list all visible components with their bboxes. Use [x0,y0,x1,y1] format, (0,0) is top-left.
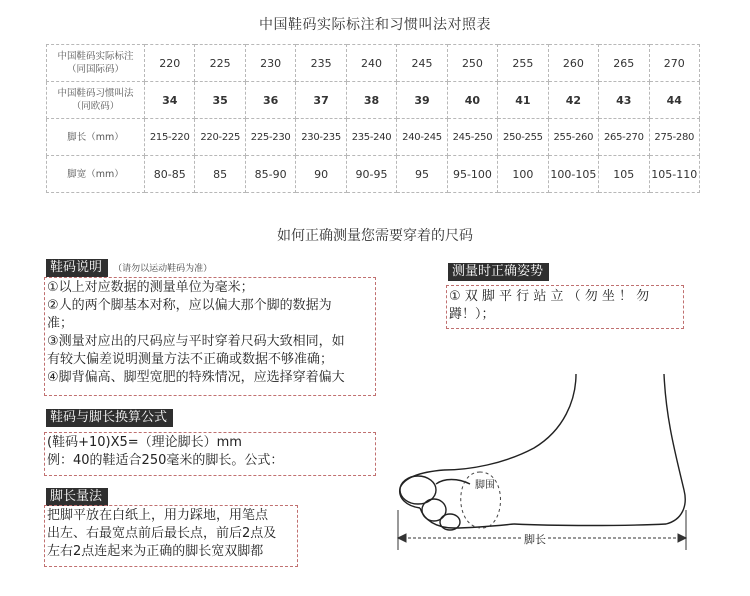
row-header [47,82,145,119]
formula-heading-row [46,406,173,427]
table-row [47,119,700,156]
formula-box [44,432,376,476]
row-header-line-2: （同欧码） [71,101,120,112]
table-cell: 240-245 [397,119,447,156]
table-cell: 105-110 [649,156,699,193]
table-cell: 35 [195,82,245,119]
girth-label: 脚围 [475,480,495,491]
table-cell: 40 [447,82,497,119]
row-header-line-1: 脚长（mm） [67,131,124,143]
shoe-size-heading: 鞋码说明 [46,259,108,277]
table-cell: 230-235 [296,119,346,156]
foot-measure-line: 把脚平放在白纸上，用力踩地，用笔点 [47,508,269,523]
posture-line-2: 蹲！）； [449,307,495,322]
foot-measure-heading: 脚长量法 [46,488,108,506]
table-cell: 275-280 [649,119,699,156]
posture-line-1: ① 双 脚 平 行 站 立 （ 勿 坐 ！ 勿 [449,289,650,304]
table-cell: 39 [397,82,447,119]
shoe-size-line: ④脚背偏高、脚型宽肥的特殊情况，应选择穿着偏大 [47,370,345,385]
table-cell: 230 [245,45,295,82]
table-cell: 215-220 [145,119,195,156]
posture-box [446,285,684,329]
table-cell: 90-95 [346,156,396,193]
table-cell: 36 [245,82,295,119]
formula-heading: 鞋码与脚长换算公式 [46,409,173,427]
table-cell: 95-100 [447,156,497,193]
table-cell: 255 [498,45,548,82]
foot-measure-box [44,505,298,567]
table-row [47,82,700,119]
table-cell: 240 [346,45,396,82]
table-cell: 255-260 [548,119,598,156]
table-cell: 41 [498,82,548,119]
foot-diagram [384,360,704,570]
formula-line-2: 例：40的鞋适合250毫米的脚长。公式： [47,453,284,468]
foot-measure-lines [45,506,297,561]
table-cell: 42 [548,82,598,119]
row-header-line-2: （同国际码） [66,64,124,75]
posture-heading: 测量时正确姿势 [448,263,549,281]
table-cell: 95 [397,156,447,193]
foot-outline [400,374,686,530]
size-table [46,44,700,193]
table-cell: 38 [346,82,396,119]
posture-heading-row [448,260,549,281]
table-cell: 245-250 [447,119,497,156]
foot-measure-line: 出左、右最宽点前后最长点，前后2点及 [47,526,277,541]
table-cell: 235 [296,45,346,82]
table-cell: 80-85 [145,156,195,193]
table-cell: 90 [296,156,346,193]
table-cell: 43 [599,82,649,119]
table-row [47,156,700,193]
table-cell: 100 [498,156,548,193]
table-cell: 225 [195,45,245,82]
table-cell: 235-240 [346,119,396,156]
row-header [47,156,145,193]
row-header-line-1: 脚宽（mm） [67,168,124,180]
shoe-size-line: 准； [47,316,74,331]
table-cell: 85-90 [245,156,295,193]
shoe-size-line: ②人的两个脚基本对称，应以偏大那个脚的数据为 [47,298,332,313]
table-cell: 265 [599,45,649,82]
table-cell: 265-270 [599,119,649,156]
table-cell: 100-105 [548,156,598,193]
row-header [47,119,145,156]
section-subtitle: 如何正确测量您需要穿着的尺码 [277,228,473,244]
shoe-size-note: （请勿以运动鞋码为准） [113,264,213,274]
table-cell: 105 [599,156,649,193]
shoe-size-heading-row [46,256,212,277]
shoe-size-line: 有较大偏差说明测量方法不正确或数据不够准确； [47,352,334,367]
table-cell: 34 [145,82,195,119]
table-cell: 260 [548,45,598,82]
shoe-size-line: ③测量对应出的尺码应与平时穿着尺码大致相同，如 [47,334,345,349]
shoe-size-line: ①以上对应数据的测量单位为毫米； [47,280,254,295]
table-cell: 245 [397,45,447,82]
row-header-line-1: 中国鞋码实际标注 [57,51,134,62]
table-cell: 270 [649,45,699,82]
shoe-size-box [44,277,376,396]
page-title: 中国鞋码实际标注和习惯叫法对照表 [259,17,491,33]
foot-measure-line: 左右2点连起来为正确的脚长宽双脚都 [47,544,264,559]
table-cell: 250-255 [498,119,548,156]
table-cell: 225-230 [245,119,295,156]
row-header-line-1: 中国鞋码习惯叫法 [57,88,134,99]
table-cell: 220 [145,45,195,82]
table-cell: 220-225 [195,119,245,156]
row-header [47,45,145,82]
table-cell: 250 [447,45,497,82]
table-cell: 37 [296,82,346,119]
length-label: 脚长 [524,533,546,546]
table-cell: 85 [195,156,245,193]
foot-measure-heading-row [46,485,108,506]
table-cell: 44 [649,82,699,119]
shoe-size-lines [45,278,375,387]
formula-line-1: (鞋码+10)X5=（理论脚长）mm [47,435,242,450]
table-row [47,45,700,82]
